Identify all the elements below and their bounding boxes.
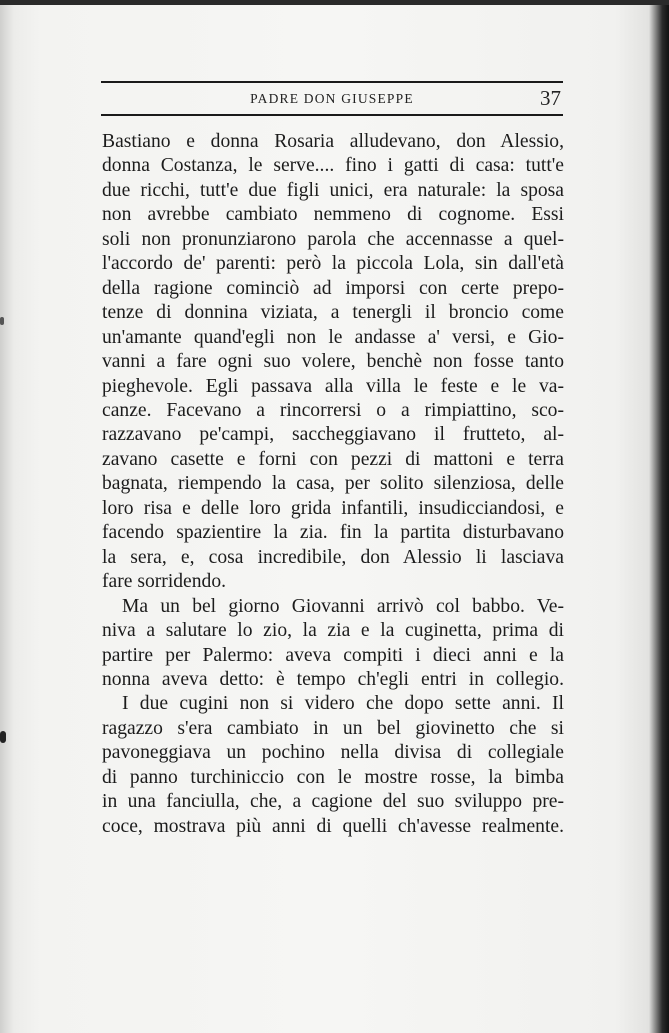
page-top-edge xyxy=(0,0,669,5)
text-line: della ragione cominciò ad imporsi con certe prepo- xyxy=(102,277,564,299)
text-line: partire per Palermo: aveva compiti i dieci anni e la xyxy=(102,644,564,666)
text-line: in una fanciulla, che, a cagione del suo sviluppo pre- xyxy=(102,791,564,813)
text-line: pavoneggiava un pochino nella divisa di collegiale xyxy=(102,742,564,764)
text-line: non avrebbe cambiato nemmeno di cognome. Essi xyxy=(102,204,564,226)
spine-mark xyxy=(0,317,4,325)
text-line: niva a salutare lo zio, la zia e la cuginetta, prima di xyxy=(102,620,564,642)
running-title: PADRE DON GIUSEPPE xyxy=(250,91,414,106)
spine-mark xyxy=(0,731,6,743)
paragraph xyxy=(102,692,564,839)
text-line: fare sorridendo. xyxy=(102,571,227,593)
text-line: I due cugini non si videro che dopo sette anni. Il xyxy=(122,693,564,715)
text-line: tenze di donnina viziata, a tenergli il broncio come xyxy=(102,302,564,324)
text-line: ragazzo s'era cambiato in un bel giovinetto che si xyxy=(102,717,564,739)
text-line: coce, mostrava più anni di quelli ch'avesse realmente. xyxy=(102,815,564,837)
text-line: pieghevole. Egli passava alla villa le feste e le va- xyxy=(102,375,564,397)
body-text xyxy=(102,130,564,839)
text-line: razzavano pe'campi, saccheggiavano il frutteto, al- xyxy=(102,424,564,446)
text-line: loro risa e delle loro grida infantili, insudicciandosi, e xyxy=(102,497,564,519)
text-line: bagnata, riempendo la casa, per solito silenziosa, delle xyxy=(102,473,564,495)
text-line: nonna aveva detto: è tempo ch'egli entri in collegio. xyxy=(102,668,564,690)
paragraph xyxy=(102,130,564,595)
text-line: due ricchi, tutt'e due figli unici, era naturale: la sposa xyxy=(102,179,564,201)
text-line: facendo spazientire la zia. fin la partita disturbavano xyxy=(102,522,564,544)
text-line: vanni a fare ogni suo volere, benchè non fosse tanto xyxy=(102,351,564,373)
text-line: zavano casette e forni con pezzi di mattoni e terra xyxy=(102,448,564,470)
text-line: Ma un bel giorno Giovanni arrivò col babbo. Ve- xyxy=(122,595,564,617)
text-line: un'amante quand'egli non le andasse a' versi, e Gio- xyxy=(102,326,564,348)
paragraph xyxy=(102,595,564,693)
text-line: la sera, e, cosa incredibile, don Alessio li lasciava xyxy=(102,546,564,568)
text-line: donna Costanza, le serve.... fino i gatti di casa: tutt'e xyxy=(102,155,564,177)
running-header xyxy=(101,84,563,114)
text-line: canze. Facevano a rincorrersi o a rimpiattino, sco- xyxy=(102,399,564,421)
page-number: 37 xyxy=(540,86,561,110)
text-line: Bastiano e donna Rosaria alludevano, don Alessio, xyxy=(102,131,564,152)
text-line: l'accordo de' parenti: però la piccola Lola, sin dall'età xyxy=(102,253,564,275)
text-line: soli non pronunziarono parola che accennasse a quel- xyxy=(102,228,564,250)
header-rule-top xyxy=(101,81,563,83)
header-rule-bottom xyxy=(101,114,563,116)
text-line: di panno turchiniccio con le mostre rosse, la bimba xyxy=(102,766,564,788)
